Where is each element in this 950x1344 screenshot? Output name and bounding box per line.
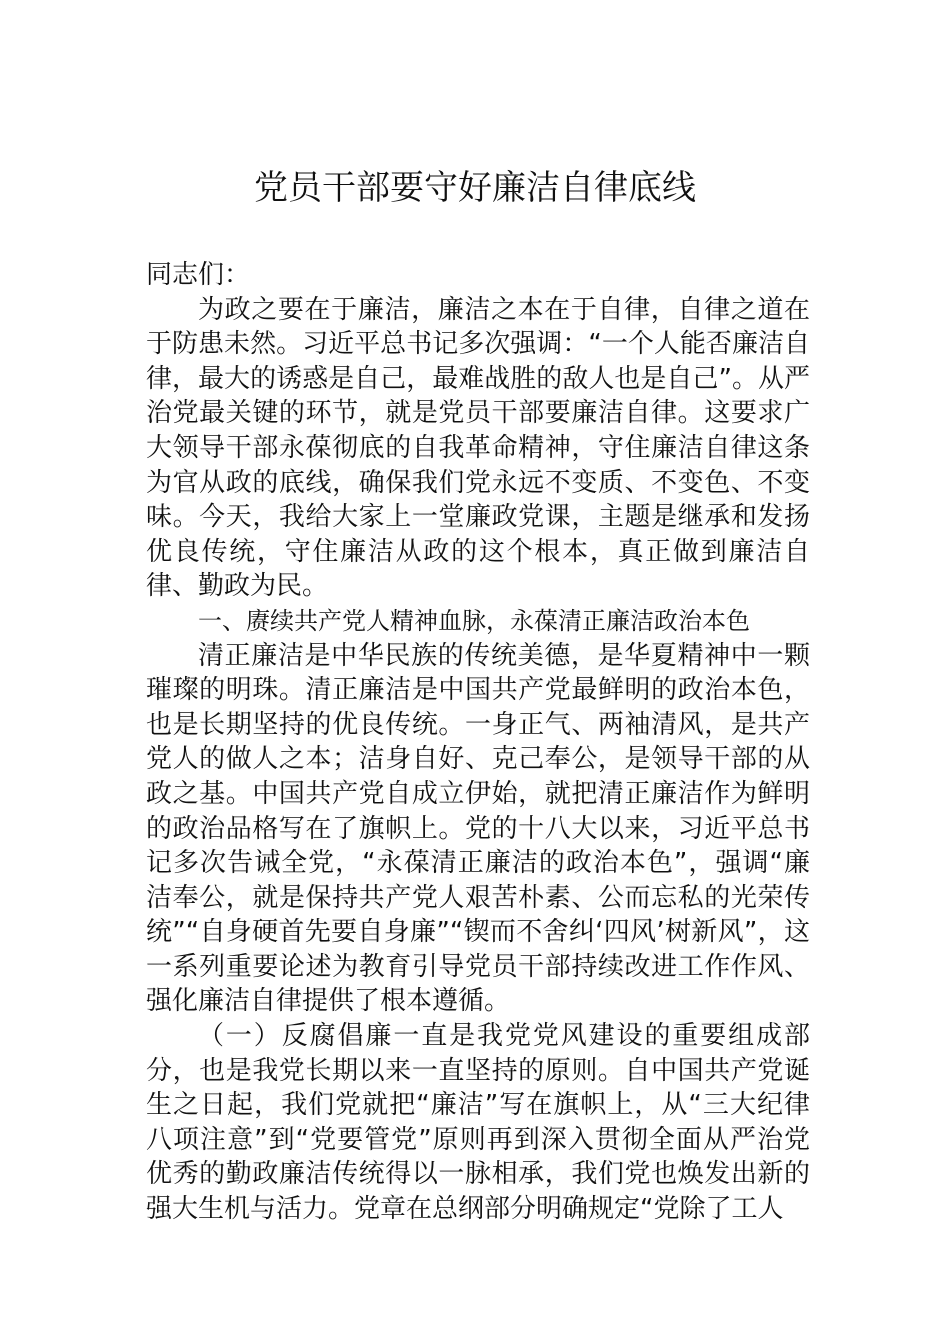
section-heading-1: 一、赓续共产党人精神血脉，永葆清正廉洁政治本色	[198, 606, 750, 635]
paragraph-section-1: 清正廉洁是中华民族的传统美德，是华夏精神中一颗璀璨的明珠。清正廉洁是中国共产党最鲜明的政治本色，也是长期坚持的优良传统。一身正气、两袖清风，是共产党人的做人之本；洁身自好、克己奉公，是领导干部的从政之基。中国共产党自成立伊始，就把清正廉洁作为鲜明的政治品格写在了旗帜上。党的十八大以来，习近平总书记多次告诫全党，“永葆清正廉洁的政治本色”，强调“廉洁奉公，就是保持共产党人艰苦朴素、公而忘私的光荣传统”“自身硬首先要自身廉”“锲而不舍纠‘四风’树新风”，这一系列重要论述为教育引导党员干部持续改进工作作风、强化廉洁自律提供了根本遵循。	[146, 640, 810, 1017]
salutation: 同志们：	[146, 260, 251, 290]
document-body	[146, 258, 810, 1227]
document-title: 党员干部要守好廉洁自律底线	[254, 168, 696, 208]
paragraph-subsection-1: （一）反腐倡廉一直是我党党风建设的重要组成部分，也是我党长期以来一直坚持的原则。自中国共产党诞生之日起，我们党就把“廉洁”写在旗帜上，从“三大纪律八项注意”到“党要管党”原则再到深入贯彻全面从严治党优秀的勤政廉洁传统得以一脉相承，我们党也焕发出新的强大生机与活力。党章在总纲部分明确规定“党除了工人	[146, 1021, 810, 1225]
paragraph-intro: 为政之要在于廉洁，廉洁之本在于自律，自律之道在于防患未然。习近平总书记多次强调：“一个人能否廉洁自律，最大的诱惑是自己，最难战胜的敌人也是自己”。从严治党最关键的环节，就是党员干部要廉洁自律。这要求广大领导干部永葆彻底的自我革命精神，守住廉洁自律这条为官从政的底线，确保我们党永远不变质、不变色、不变味。今天，我给大家上一堂廉政党课，主题是继承和发扬优良传统，守住廉洁从政的这个根本，真正做到廉洁自律、勤政为民。	[146, 294, 810, 602]
